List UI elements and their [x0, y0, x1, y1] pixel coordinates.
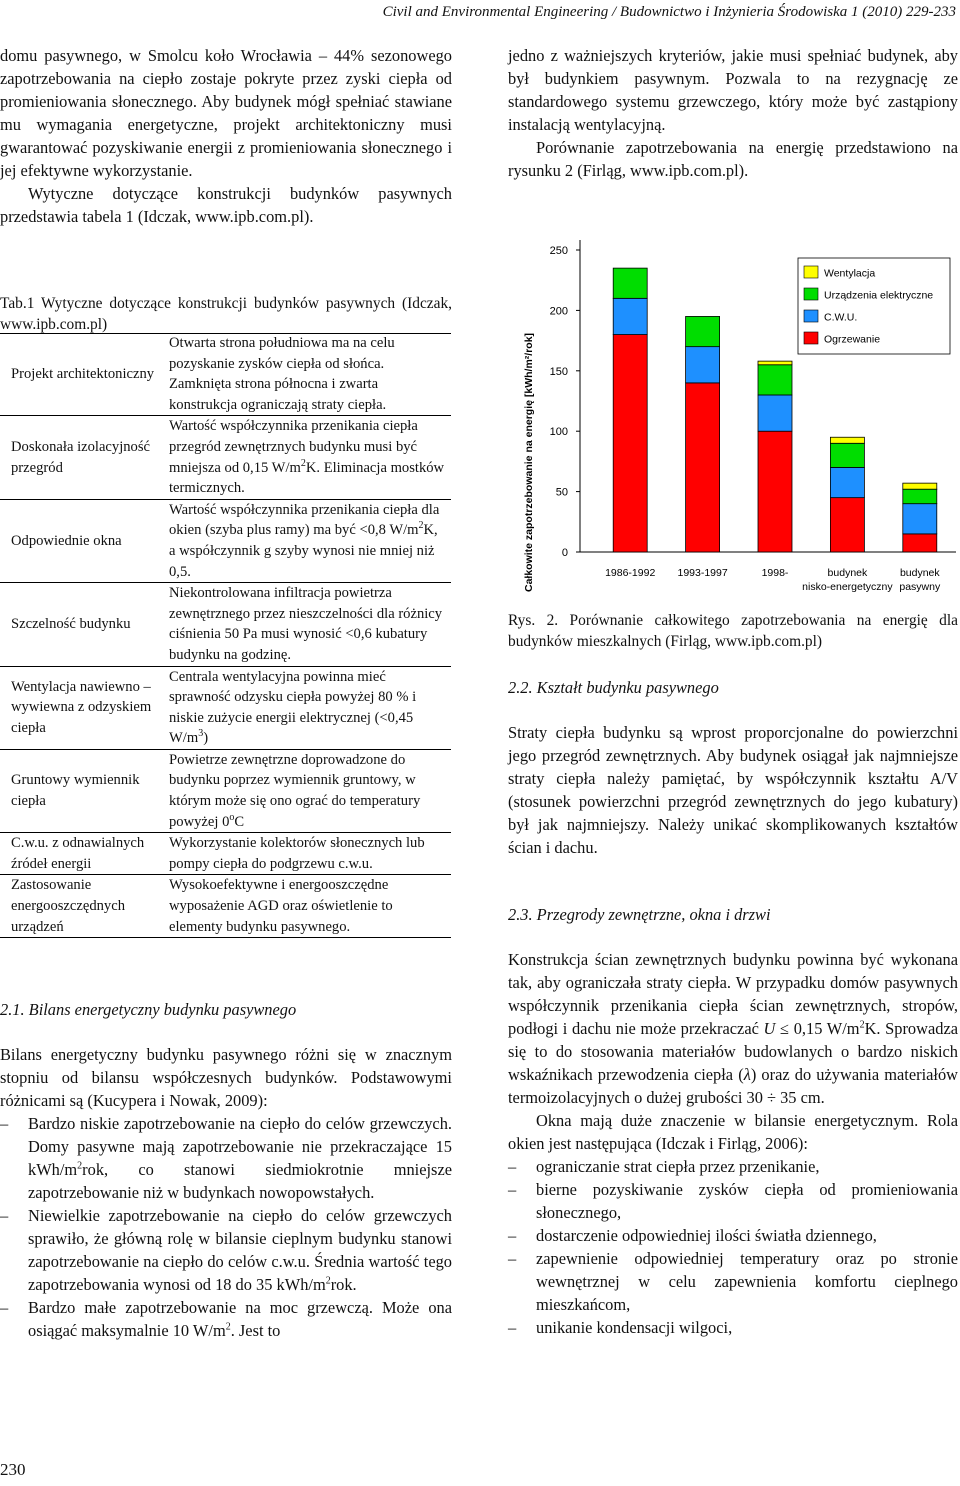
- y-axis-label: Całkowite zapotrzebowanie na energię [kWh/m²/rok]: [523, 332, 535, 592]
- table-cell-guideline: Zastosowanie energooszczędnych urządzeń: [0, 875, 169, 938]
- table-row: [0, 333, 451, 416]
- y-tick-label: 200: [549, 305, 568, 318]
- section-title-2-2: 2.2. Kształt budynku pasywnego: [508, 678, 719, 697]
- x-tick-label: budynek: [899, 567, 940, 579]
- y-tick-label: 0: [561, 547, 568, 559]
- bar-segment-ogrzewanie: [613, 335, 647, 552]
- right-bullet: – dostarczenie odpowiedniej ilości światła dziennego,: [508, 1224, 958, 1247]
- table-cell-guideline: Wentylacja nawiewno – wywiewna z odzyskiem ciepła: [0, 666, 169, 749]
- left-bullet-list: [0, 1112, 452, 1342]
- right-paragraph-5: Okna mają duże znaczenie w bilansie energetycznym. Rola okien jest następująca (Idczak i Firląg, 2006):: [508, 1111, 958, 1153]
- legend-swatch: [804, 332, 818, 344]
- legend-label: Ogrzewanie: [824, 333, 881, 346]
- x-tick-label: pasywny: [899, 581, 941, 593]
- legend-label: C.W.U.: [824, 311, 858, 324]
- left-bullet-2: [0, 1204, 452, 1296]
- right-paragraph-3-block: [508, 721, 958, 859]
- bar-segment-urz-dzenia-elektryczne: [830, 443, 864, 467]
- left-bullet-3: [0, 1296, 452, 1342]
- bar-segment-c-w-u-: [903, 504, 937, 534]
- x-tick-label: 1993-1997: [677, 567, 728, 579]
- guidelines-table: [0, 333, 451, 938]
- table-row: [0, 666, 451, 749]
- right-bullet: – bierne pozyskiwanie zysków ciepła od promieniowania słonecznego,: [508, 1178, 958, 1224]
- y-tick-label: 250: [549, 245, 568, 257]
- section-title-2-3: 2.3. Przegrody zewnętrzne, okna i drzwi: [508, 905, 771, 924]
- table-row: [0, 416, 451, 499]
- bar-segment-c-w-u-: [758, 395, 792, 431]
- bar-segment-wentylacja: [903, 483, 937, 489]
- section-2-2: [508, 676, 958, 699]
- legend-swatch: [804, 310, 818, 322]
- x-tick-label: nisko-energetyczny: [802, 581, 893, 593]
- table-row: [0, 875, 451, 938]
- left-paragraph-1: domu pasywnego, w Smolcu koło Wrocławia – 44% sezonowego zapotrzebowania na ciepło zostaje pokryte przez zyski ciepła od promieniowania słonecznego. Aby budynek mógł spełniać stawiane mu wymagania energetyczne, projekt architektoniczny musi gwarantować pozyskiwanie energii z promieniowania słonecznego i jej efektywne wykorzystanie.: [0, 46, 452, 180]
- left-column-top: [0, 44, 452, 228]
- table-cell-guideline: C.w.u. z odnawialnych źródeł energii: [0, 833, 169, 875]
- bar-segment-urz-dzenia-elektryczne: [613, 268, 647, 298]
- table-cell-guideline: Projekt architektoniczny: [11, 365, 155, 382]
- bar-segment-wentylacja: [758, 361, 792, 365]
- right-bullet: – unikanie kondensacji wilgoci,: [508, 1316, 958, 1339]
- legend-swatch: [804, 266, 818, 278]
- bar-segment-c-w-u-: [613, 298, 647, 334]
- left-paragraph-3: Bilans energetyczny budynku pasywnego różni się w znacznym stopniu od bilansu współczesnych budynków. Podstawowymi różnicami są (Kucypera i Nowak, 2009):: [0, 1045, 452, 1110]
- bar-segment-wentylacja: [830, 437, 864, 443]
- y-tick-label: 50: [555, 486, 568, 499]
- legend-swatch: [804, 288, 818, 300]
- left-bullet-1-text: Bardzo niskie zapotrzebowanie na ciepło do celów grzewczych. Domy pasywne mają zapotrzebowanie nie przekraczające 15 kWh/$m^2rok$, co stanowi siedmiokrotnie mniejsze zapotrzebowanie niż w budynkach nowopowstałych.: [28, 1114, 452, 1202]
- figure-caption: Rys. 2. Porównanie całkowitego zapotrzebowania na energię dla budynków mieszkalnych (Firląg, www.ipb.com.pl): [508, 612, 958, 650]
- left-column-bottom: [0, 1043, 452, 1342]
- page-number: 230: [0, 1460, 26, 1479]
- table-cell-guideline: Odpowiednie okna: [0, 499, 169, 582]
- table-cell-guideline: Szczelność budynku: [0, 583, 169, 666]
- left-paragraph-2: Wytyczne dotyczące konstrukcji budynków pasywnych przedstawia tabela 1 (Idczak, www.ipb.com.pl).: [0, 184, 452, 226]
- bar-segment-ogrzewanie: [758, 431, 792, 552]
- right-paragraph-2: Porównanie zapotrzebowania na energię przedstawiono na rysunku 2 (Firląg, www.ipb.com.pl).: [508, 138, 958, 180]
- x-tick-label: budynek: [827, 567, 868, 579]
- left-bullet-2-text: Niewielkie zapotrzebowanie na ciepło do celów grzewczych sprawiło, że główną rolę w bilansie cieplnym budynku stanowi zapotrzebowanie na ciepło do celów c.w.u. Średnia wartość tego zapotrzebowania wynosi od 18 do 35 kWh/$m^2rok$.: [28, 1206, 452, 1294]
- y-tick-label: 150: [549, 365, 568, 378]
- table-row: [0, 499, 451, 582]
- table-row: [0, 833, 451, 875]
- x-tick-label: 1986-1992: [605, 567, 656, 579]
- table-cell-description: Wartość współczynnika przenikania ciepła przegród zewnętrznych budynku musi być mniejsza od 0,15 $W/m^2K$. Eliminacja mostków termicznych.: [169, 416, 451, 499]
- y-tick-label: 100: [549, 426, 568, 439]
- table-cell-description: Powietrze zewnętrzne doprowadzone do budynku poprzez wymiennik gruntowy, w którym może się ono ograć do temperatury powyżej 0$^o$C: [169, 749, 451, 832]
- bar-segment-c-w-u-: [686, 347, 720, 383]
- energy-demand-chart: [508, 200, 960, 605]
- table-caption: Tab.1 Wytyczne dotyczące konstrukcji budynków pasywnych (Idczak, www.ipb.com.pl): [0, 295, 452, 333]
- section-2-1: [0, 998, 452, 1021]
- bar-segment-urz-dzenia-elektryczne: [903, 489, 937, 503]
- left-bullet-1: [0, 1112, 452, 1204]
- table-cell-description: Wartość współczynnika przenikania ciepła dla okien (szyba plus ramy) ma być <0,8 $W/m^2K$, a współczynnik g szyby wynosi nie mniej niż 0,5.: [169, 499, 451, 582]
- bar-segment-ogrzewanie: [903, 534, 937, 552]
- table-cell-description: Centrala wentylacyjna powinna mieć sprawność odzysku ciepła powyżej 80 % i niskie zużycie energii elektrycznej (<0,45 $W/m^3$): [169, 666, 451, 749]
- legend-label: Wentylacja: [824, 267, 876, 280]
- table-cell-description: Otwarta strona południowa ma na celu pozyskanie zysków ciepła od słońca. Zamknięta strona północna i zwarta konstrukcja ograniczają straty ciepła.: [169, 335, 395, 413]
- bar-segment-ogrzewanie: [830, 498, 864, 552]
- section-2-3: [508, 903, 958, 926]
- bar-segment-urz-dzenia-elektryczne: [686, 316, 720, 346]
- right-column-bottom: [508, 948, 958, 1339]
- bar-segment-ogrzewanie: [686, 383, 720, 552]
- right-paragraph-4: Konstrukcja ścian zewnętrznych budynku powinna być wykonana tak, aby ograniczała straty ciepła. W przypadku domów pasywnych współczynnik przenikania ciepła ścian zewnętrznych, stropów, podłogi i dachu nie może przekraczać U ≤ 0,15 $W/m^2K$. Sprowadza się to do stosowania materiałów budowlanych o bardzo niskich wskaźnikach przewodzenia ciepła (λ) oraz do używania materiałów termoizolacyjnych o dużej grubości 30 ÷ 35 cm.: [508, 950, 958, 1107]
- table-cell-description: Niekontrolowana infiltracja powietrza zewnętrznego przez nieszczelności dla różnicy ciśnienia 50 Pa musi wynosić <0,6 kubatury budynku na godzinę.: [169, 583, 451, 666]
- legend-label: Urządzenia elektryczne: [824, 289, 934, 302]
- table-cell-guideline: Doskonała izolacyjność przegród: [0, 416, 169, 499]
- bar-segment-urz-dzenia-elektryczne: [758, 365, 792, 395]
- running-header: Civil and Environmental Engineering / Budownictwo i Inżynieria Środowiska 1 (2010) 229-233: [382, 4, 956, 20]
- right-bullet: – ograniczanie strat ciepła przez przenikanie,: [508, 1155, 958, 1178]
- right-paragraph-3: Straty ciepła budynku są wprost proporcjonalne do powierzchni jego przegród zewnętrznych. Aby budynek osiągał jak najmniejsze straty ciepła należy pamiętać, by współczynnik kształtu A/V (stosunek powierzchni przegród zewnętrznych do jego kubatury) był jak najmniejszy. Należy unikać skomplikowanych kształtów ścian i dachu.: [508, 723, 958, 857]
- right-bullet-list: [508, 1155, 958, 1339]
- table-cell-description: Wysokoefektywne i energooszczędne wyposażenie AGD oraz oświetlenie to elementy budynku pasywnego.: [169, 875, 451, 938]
- table-row: [0, 583, 451, 666]
- section-title-2-1: 2.1. Bilans energetyczny budynku pasywnego: [0, 1000, 297, 1019]
- table-cell-description: Wykorzystanie kolektorów słonecznych lub pompy ciepła do podgrzewu c.w.u.: [169, 833, 451, 875]
- right-bullet: – zapewnienie odpowiedniej temperatury oraz po stronie wewnętrznej w celu zapewnienia komfortu cieplnego mieszkańcom,: [508, 1247, 958, 1316]
- bar-segment-c-w-u-: [830, 467, 864, 497]
- x-tick-label: 1998-: [761, 567, 789, 579]
- right-paragraph-1: jedno z ważniejszych kryteriów, jakie musi spełniać budynek, aby był budynkiem pasywnym. Pozwala to na rezygnację ze standardowego systemu grzewczego, który może być zastąpiony instalacją wentylacyjną.: [508, 46, 958, 134]
- table-cell-guideline: Gruntowy wymiennik ciepła: [0, 749, 169, 832]
- table-row: [0, 749, 451, 832]
- left-bullet-3-text: Bardzo małe zapotrzebowanie na moc grzewczą. Może ona osiągać maksymalnie 10 $W/m^2$. Jest to: [28, 1298, 452, 1340]
- right-column-top: [508, 44, 958, 182]
